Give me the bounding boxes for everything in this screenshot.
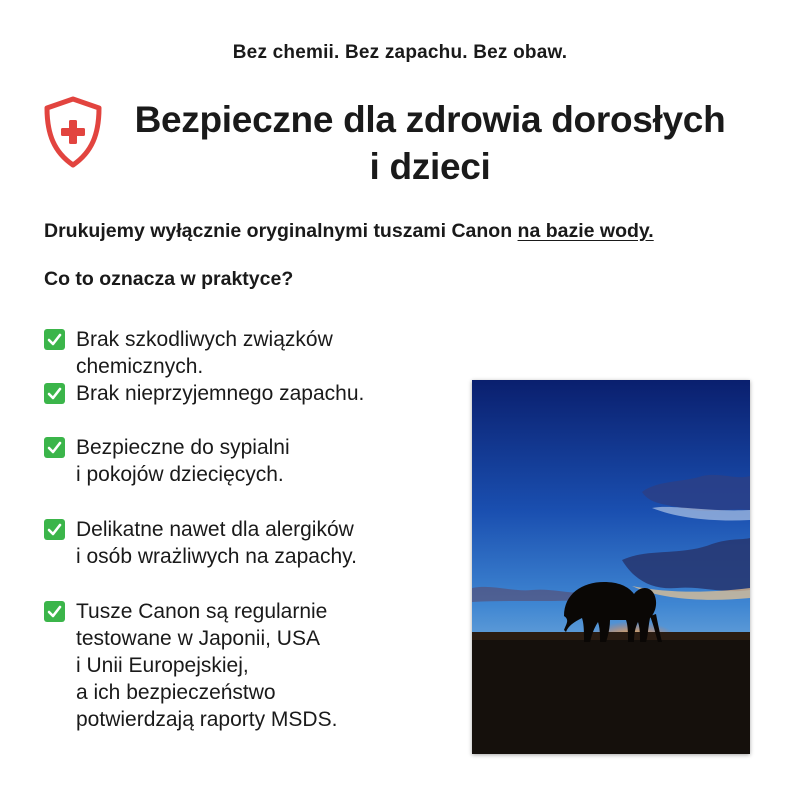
intro-underlined: na bazie wody. (517, 220, 654, 242)
benefit-text: Bezpieczne do sypialni i pokojów dziecięcych. (76, 436, 290, 486)
benefit-text: Delikatne nawet dla alergików i osób wrażliwych na zapachy. (76, 518, 357, 568)
intro-main: Drukujemy wyłącznie oryginalnymi tuszami Canon (44, 220, 518, 242)
elephant-sunset-illustration (472, 380, 750, 754)
check-icon (44, 383, 65, 404)
benefit-item (44, 326, 464, 380)
intro-text (44, 220, 764, 243)
headline-line-1: Bezpieczne dla zdrowia dorosłych (134, 99, 726, 140)
check-icon (44, 437, 65, 458)
headline (110, 96, 750, 190)
check-icon (44, 329, 65, 350)
check-icon (44, 519, 65, 540)
benefit-text: Tusze Canon są regularnie testowane w Japonii, USA i Unii Europejskiej, a ich bezpieczeństwo potwierdzają raporty MSDS. (76, 600, 338, 731)
benefit-item (44, 380, 464, 407)
elephant-sunset-photo (472, 380, 750, 754)
benefit-item (44, 598, 464, 733)
benefit-text: Brak szkodliwych związków chemicznych. (76, 328, 333, 378)
question: Co to oznacza w praktyce? (44, 268, 294, 290)
shield-plus-icon (42, 96, 104, 168)
benefit-item (44, 516, 464, 570)
check-icon (44, 601, 65, 622)
tagline: Bez chemii. Bez zapachu. Bez obaw. (232, 42, 568, 63)
benefit-text: Brak nieprzyjemnego zapachu. (76, 382, 365, 405)
headline-line-2: i dzieci (369, 146, 491, 187)
benefit-item (44, 434, 464, 488)
headline-section (40, 96, 760, 196)
